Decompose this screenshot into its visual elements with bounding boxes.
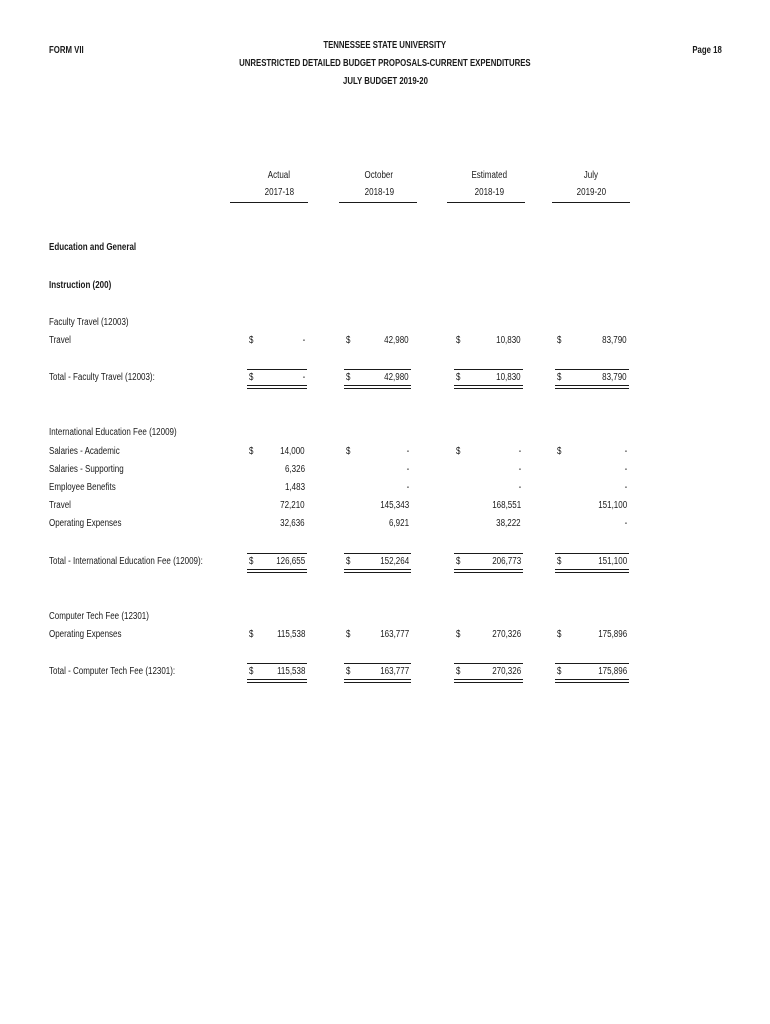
intl-fee-row-label: Operating Expenses: [49, 518, 122, 529]
currency-symbol: $: [557, 446, 562, 457]
currency-symbol: $: [346, 556, 351, 567]
total-cell: [249, 666, 305, 680]
total-cell: [456, 556, 521, 570]
col-header-3-rule: [447, 202, 525, 203]
cell-value: 32,636: [280, 518, 305, 529]
currency-symbol: $: [249, 629, 254, 640]
currency-symbol: $: [346, 666, 351, 677]
total-cell: [557, 666, 627, 680]
subtotal-rule: [555, 553, 629, 554]
subtotal-rule: [247, 369, 307, 370]
currency-symbol: $: [249, 372, 254, 383]
total-cell: [557, 556, 627, 570]
value-cell: [456, 446, 521, 460]
cell-value: 175,896: [598, 666, 627, 677]
value-cell: [456, 335, 521, 349]
currency-symbol: $: [346, 335, 351, 346]
value-cell: [557, 482, 627, 496]
cell-value: 115,538: [276, 666, 305, 677]
value-cell: [346, 629, 409, 643]
value-cell: [249, 518, 305, 532]
subtotal-rule: [454, 369, 523, 370]
value-cell: [346, 518, 409, 532]
total-cell: [249, 372, 305, 386]
col-header-2-line1: October: [364, 170, 394, 181]
value-cell: [346, 464, 409, 478]
value-cell: [249, 335, 305, 349]
col-header-2-line2: 2018-19: [364, 187, 394, 198]
currency-symbol: $: [456, 666, 461, 677]
total-cell: [456, 666, 521, 680]
cell-value: 152,264: [380, 556, 409, 567]
cell-value: -: [302, 372, 305, 383]
cell-value: 14,000: [280, 446, 305, 457]
subtotal-rule: [247, 663, 307, 664]
currency-symbol: $: [346, 446, 351, 457]
cell-value: -: [406, 464, 409, 475]
currency-symbol: $: [557, 335, 562, 346]
total-cell: [346, 666, 409, 680]
cell-value: -: [624, 482, 627, 493]
value-cell: [249, 446, 305, 460]
subtotal-rule: [344, 663, 411, 664]
form-label: FORM VII: [49, 45, 84, 56]
faculty-travel-total-label: Total - Faculty Travel (12003):: [49, 372, 155, 383]
cell-value: -: [518, 482, 521, 493]
cell-value: 151,100: [598, 500, 627, 511]
report-title: TENNESSEE STATE UNIVERSITY: [323, 40, 447, 51]
value-cell: [249, 629, 305, 643]
section-education-general: Education and General: [49, 242, 137, 253]
col-header-1-rule: [230, 202, 308, 203]
value-cell: [249, 500, 305, 514]
currency-symbol: $: [249, 666, 254, 677]
subtotal-rule: [555, 369, 629, 370]
cell-value: 163,777: [380, 666, 409, 677]
value-cell: [456, 500, 521, 514]
currency-symbol: $: [249, 556, 254, 567]
col-header-4-line1: July: [583, 170, 599, 181]
value-cell: [249, 482, 305, 496]
cell-value: 206,773: [492, 556, 521, 567]
currency-symbol: $: [456, 372, 461, 383]
computer-fee-heading: Computer Tech Fee (12301): [49, 611, 149, 622]
total-cell: [249, 556, 305, 570]
currency-symbol: $: [456, 335, 461, 346]
value-cell: [346, 482, 409, 496]
value-cell: [346, 446, 409, 460]
currency-symbol: $: [557, 372, 562, 383]
cell-value: 270,326: [492, 666, 521, 677]
currency-symbol: $: [456, 629, 461, 640]
subtotal-rule: [344, 553, 411, 554]
faculty-travel-heading: Faculty Travel (12003): [49, 317, 129, 328]
cell-value: -: [302, 335, 305, 346]
value-cell: [557, 335, 627, 349]
intl-fee-heading: International Education Fee (12009): [49, 427, 177, 438]
report-budget-year: JULY BUDGET 2019-20: [342, 76, 428, 87]
currency-symbol: $: [346, 372, 351, 383]
currency-symbol: $: [557, 629, 562, 640]
value-cell: [456, 482, 521, 496]
subtotal-rule: [555, 663, 629, 664]
currency-symbol: $: [346, 629, 351, 640]
cell-value: 10,830: [496, 372, 521, 383]
currency-symbol: $: [456, 446, 461, 457]
computer-fee-total-label: Total - Computer Tech Fee (12301):: [49, 666, 176, 677]
total-cell: [346, 556, 409, 570]
cell-value: 145,343: [380, 500, 409, 511]
cell-value: 6,921: [388, 518, 409, 529]
value-cell: [557, 629, 627, 643]
intl-fee-row-label: Salaries - Academic: [49, 446, 120, 457]
subtotal-rule: [454, 663, 523, 664]
cell-value: 38,222: [496, 518, 521, 529]
cell-value: -: [624, 464, 627, 475]
currency-symbol: $: [557, 556, 562, 567]
cell-value: 83,790: [602, 372, 627, 383]
cell-value: 6,326: [284, 464, 305, 475]
intl-fee-row-label: Salaries - Supporting: [49, 464, 124, 475]
currency-symbol: $: [249, 446, 254, 457]
faculty-travel-row-travel-label: Travel: [49, 335, 71, 346]
col-header-3-line1: Estimated: [471, 170, 507, 181]
col-header-4-line2: 2019-20: [576, 187, 606, 198]
value-cell: [557, 518, 627, 532]
cell-value: 83,790: [602, 335, 627, 346]
col-header-1-line1: Actual: [267, 170, 291, 181]
cell-value: 175,896: [598, 629, 627, 640]
col-header-2-rule: [339, 202, 417, 203]
page-number: Page 18: [692, 45, 722, 56]
currency-symbol: $: [557, 666, 562, 677]
cell-value: -: [518, 446, 521, 457]
cell-value: 126,655: [276, 556, 305, 567]
cell-value: -: [406, 446, 409, 457]
cell-value: 10,830: [496, 335, 521, 346]
cell-value: -: [406, 482, 409, 493]
value-cell: [557, 464, 627, 478]
cell-value: 42,980: [384, 372, 409, 383]
cell-value: -: [624, 518, 627, 529]
subtotal-rule: [344, 369, 411, 370]
currency-symbol: $: [456, 556, 461, 567]
currency-symbol: $: [249, 335, 254, 346]
col-header-3-line2: 2018-19: [474, 187, 504, 198]
value-cell: [249, 464, 305, 478]
value-cell: [456, 629, 521, 643]
subtotal-rule: [454, 553, 523, 554]
section-instruction: Instruction (200): [49, 280, 112, 291]
intl-fee-row-label: Employee Benefits: [49, 482, 116, 493]
cell-value: 1,483: [284, 482, 305, 493]
cell-value: 270,326: [492, 629, 521, 640]
total-cell: [456, 372, 521, 386]
value-cell: [557, 446, 627, 460]
cell-value: 72,210: [280, 500, 305, 511]
value-cell: [346, 335, 409, 349]
value-cell: [456, 518, 521, 532]
computer-fee-row-label: Operating Expenses: [49, 629, 122, 640]
col-header-1-line2: 2017-18: [264, 187, 294, 198]
cell-value: 163,777: [380, 629, 409, 640]
cell-value: 151,100: [598, 556, 627, 567]
report-subtitle: UNRESTRICTED DETAILED BUDGET PROPOSALS-CURRENT EXPENDITURES: [239, 58, 531, 69]
total-cell: [557, 372, 627, 386]
cell-value: 42,980: [384, 335, 409, 346]
value-cell: [557, 500, 627, 514]
cell-value: 115,538: [276, 629, 305, 640]
total-cell: [346, 372, 409, 386]
cell-value: 168,551: [492, 500, 521, 511]
col-header-4-rule: [552, 202, 630, 203]
value-cell: [456, 464, 521, 478]
cell-value: -: [518, 464, 521, 475]
value-cell: [346, 500, 409, 514]
intl-fee-total-label: Total - International Education Fee (12009):: [49, 556, 203, 567]
intl-fee-row-label: Travel: [49, 500, 71, 511]
subtotal-rule: [247, 553, 307, 554]
cell-value: -: [624, 446, 627, 457]
